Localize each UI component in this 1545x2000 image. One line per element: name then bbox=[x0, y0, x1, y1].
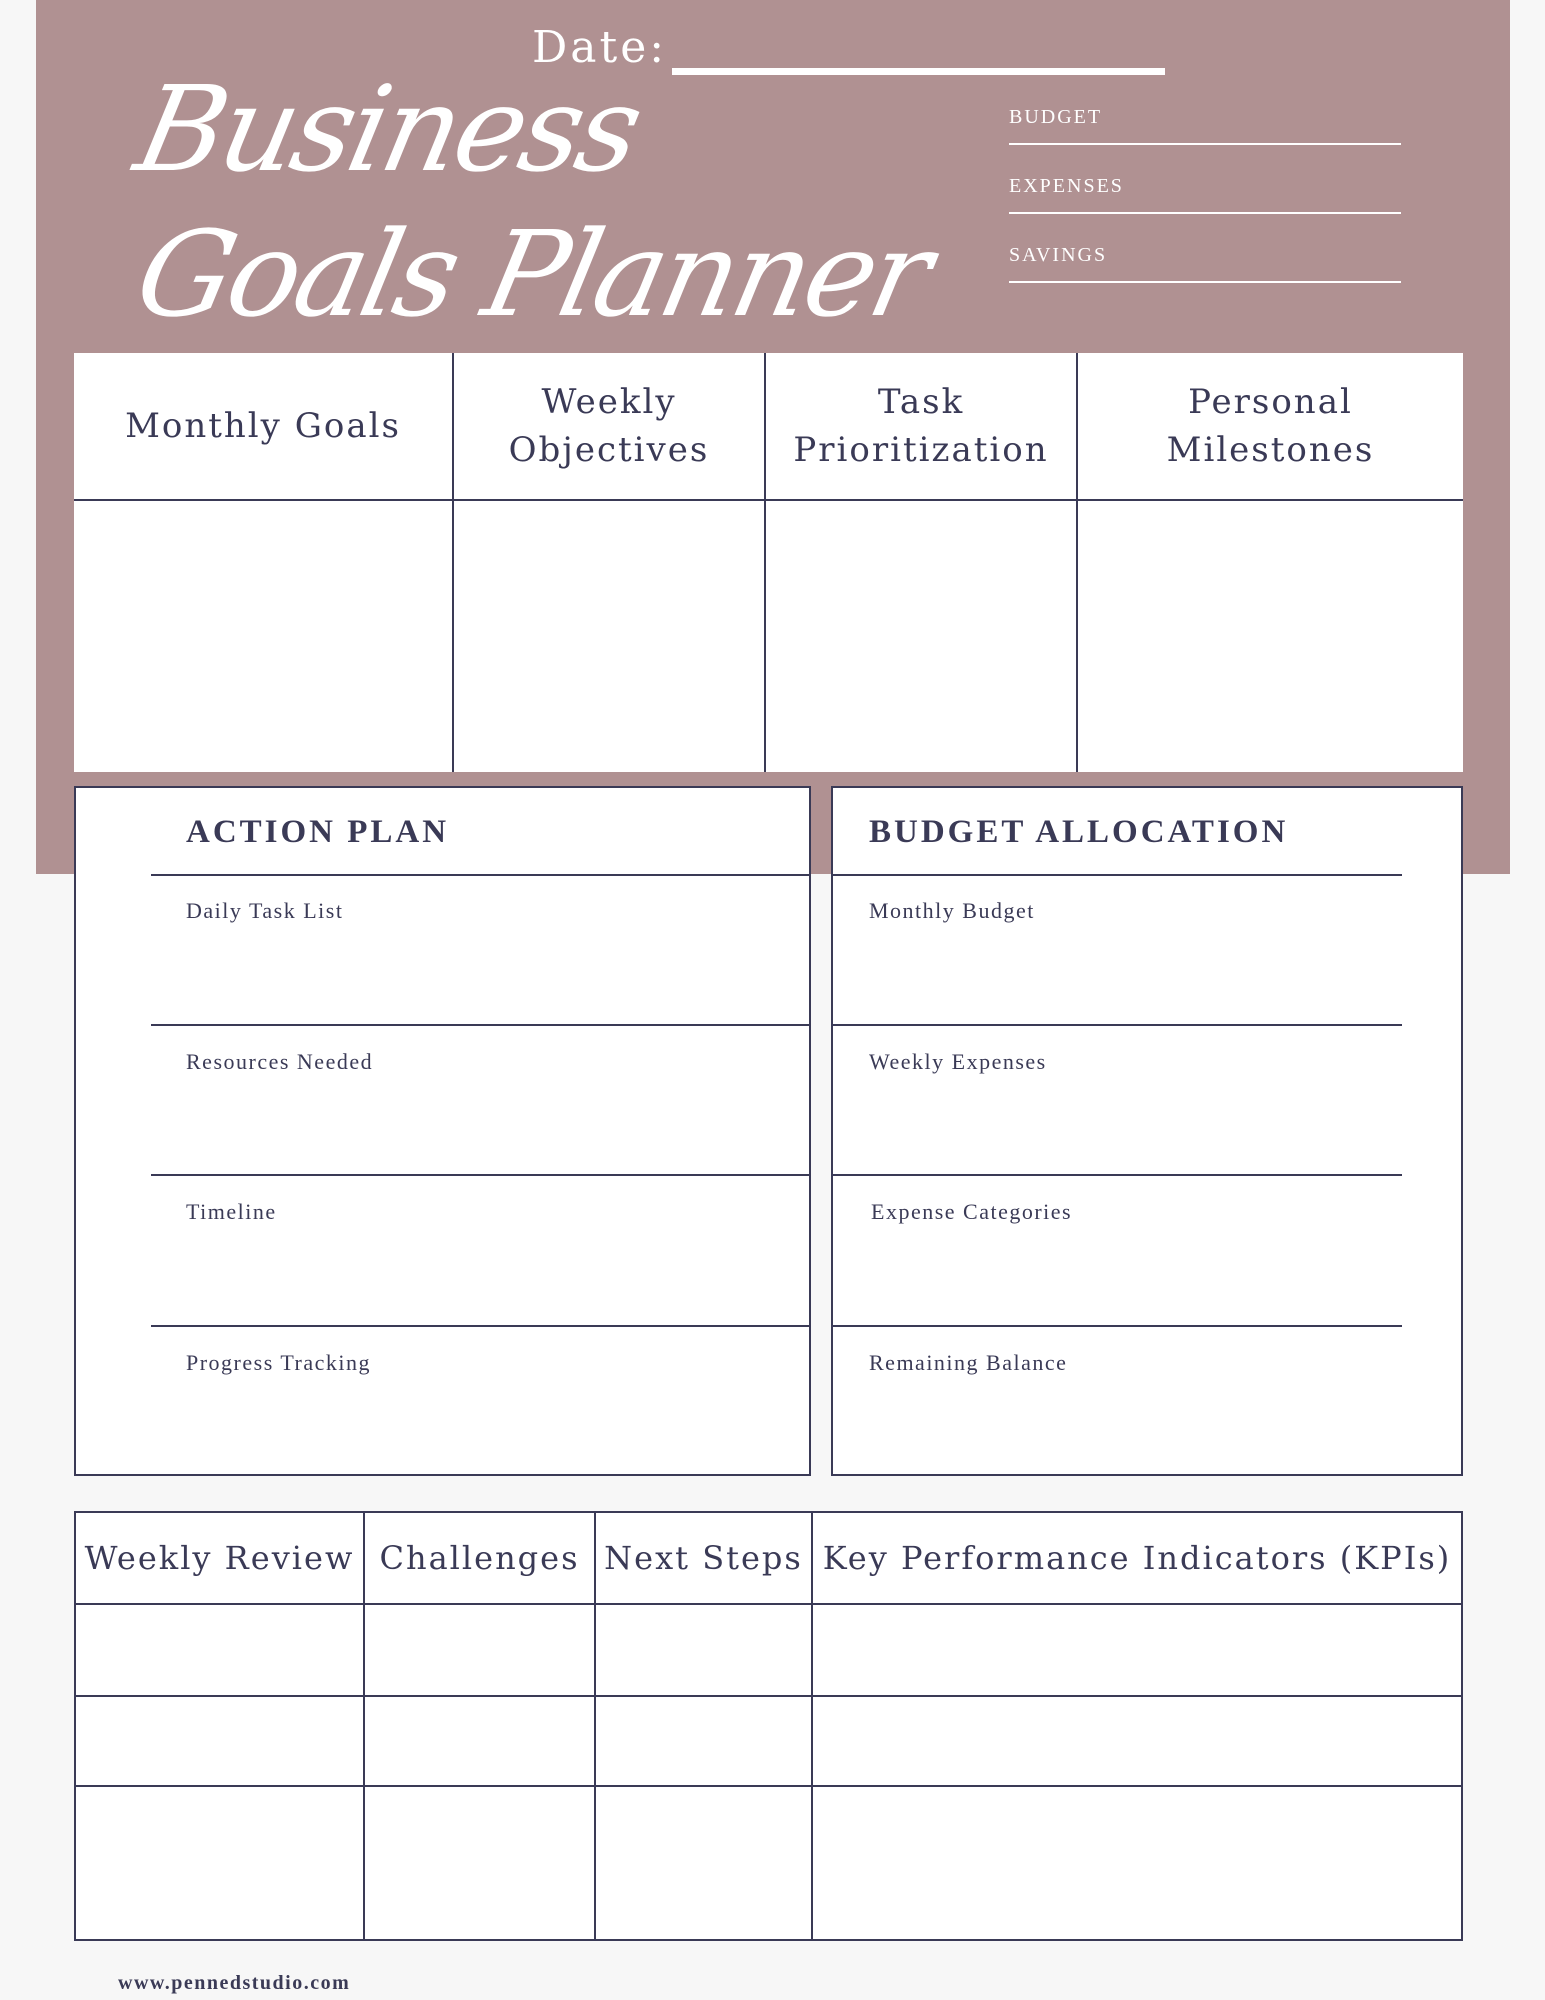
header-kpis: Key Performance Indicators (KPIs) bbox=[822, 1539, 1452, 1577]
table-cell[interactable] bbox=[365, 1697, 594, 1785]
date-input-line[interactable] bbox=[672, 68, 1165, 75]
daily-task-list-label: Daily Task List bbox=[186, 898, 344, 923]
timeline-label: Timeline bbox=[186, 1199, 277, 1224]
table-cell[interactable] bbox=[76, 1605, 363, 1695]
resources-needed-field[interactable] bbox=[151, 1026, 811, 1174]
monthly-budget-label: Monthly Budget bbox=[869, 898, 1035, 923]
date-label: Date: bbox=[532, 22, 668, 73]
monthly-goals-cell[interactable] bbox=[74, 501, 452, 772]
table-cell[interactable] bbox=[365, 1605, 594, 1695]
table-cell[interactable] bbox=[596, 1605, 811, 1695]
progress-tracking-label: Progress Tracking bbox=[186, 1350, 372, 1375]
remaining-balance-label: Remaining Balance bbox=[869, 1350, 1068, 1375]
header-personal-milestones: Personal Milestones bbox=[1166, 382, 1375, 470]
title-line-1: Business bbox=[125, 60, 651, 198]
budget-input-line[interactable] bbox=[1009, 143, 1401, 145]
action-plan-panel bbox=[74, 786, 811, 1476]
header-weekly-review: Weekly Review bbox=[84, 1539, 355, 1577]
resources-needed-label: Resources Needed bbox=[186, 1049, 374, 1074]
expense-categories-label: Expense Categories bbox=[871, 1199, 1073, 1224]
progress-tracking-field[interactable] bbox=[151, 1327, 811, 1475]
table-cell[interactable] bbox=[813, 1697, 1461, 1785]
timeline-field[interactable] bbox=[151, 1176, 811, 1324]
savings-label: SAVINGS bbox=[1009, 244, 1108, 266]
goals-table bbox=[74, 353, 1463, 772]
title-line-2: Goals Planner bbox=[125, 205, 940, 343]
footer-website[interactable]: www.pennedstudio.com bbox=[118, 1972, 351, 1994]
expenses-input-line[interactable] bbox=[1009, 212, 1401, 214]
budget-label: BUDGET bbox=[1009, 106, 1103, 128]
weekly-expenses-field[interactable] bbox=[833, 1026, 1402, 1174]
monthly-budget-field[interactable] bbox=[833, 876, 1402, 1024]
expense-categories-field[interactable] bbox=[833, 1176, 1402, 1324]
review-table bbox=[74, 1511, 1463, 1941]
expenses-label: EXPENSES bbox=[1009, 175, 1124, 197]
table-cell[interactable] bbox=[76, 1697, 363, 1785]
action-plan-title: ACTION PLAN bbox=[186, 814, 450, 850]
header-next-steps: Next Steps bbox=[604, 1539, 803, 1577]
budget-allocation-title: BUDGET ALLOCATION bbox=[869, 814, 1289, 850]
header-task-prioritization: Task Prioritization bbox=[793, 382, 1049, 470]
budget-allocation-panel bbox=[831, 786, 1463, 1476]
header-challenges: Challenges bbox=[379, 1539, 580, 1577]
daily-task-list-field[interactable] bbox=[151, 876, 811, 1024]
remaining-balance-field[interactable] bbox=[833, 1327, 1402, 1475]
header-weekly-objectives: Weekly Objectives bbox=[508, 382, 710, 470]
savings-input-line[interactable] bbox=[1009, 281, 1401, 283]
weekly-objectives-cell[interactable] bbox=[454, 501, 764, 772]
task-prioritization-cell[interactable] bbox=[766, 501, 1076, 772]
table-cell[interactable] bbox=[813, 1787, 1461, 1939]
table-cell[interactable] bbox=[76, 1787, 363, 1939]
table-cell[interactable] bbox=[596, 1787, 811, 1939]
header-monthly-goals: Monthly Goals bbox=[125, 406, 401, 446]
table-cell[interactable] bbox=[365, 1787, 594, 1939]
weekly-expenses-label: Weekly Expenses bbox=[869, 1049, 1047, 1074]
personal-milestones-cell[interactable] bbox=[1078, 501, 1463, 772]
table-cell[interactable] bbox=[596, 1697, 811, 1785]
table-cell[interactable] bbox=[813, 1605, 1461, 1695]
